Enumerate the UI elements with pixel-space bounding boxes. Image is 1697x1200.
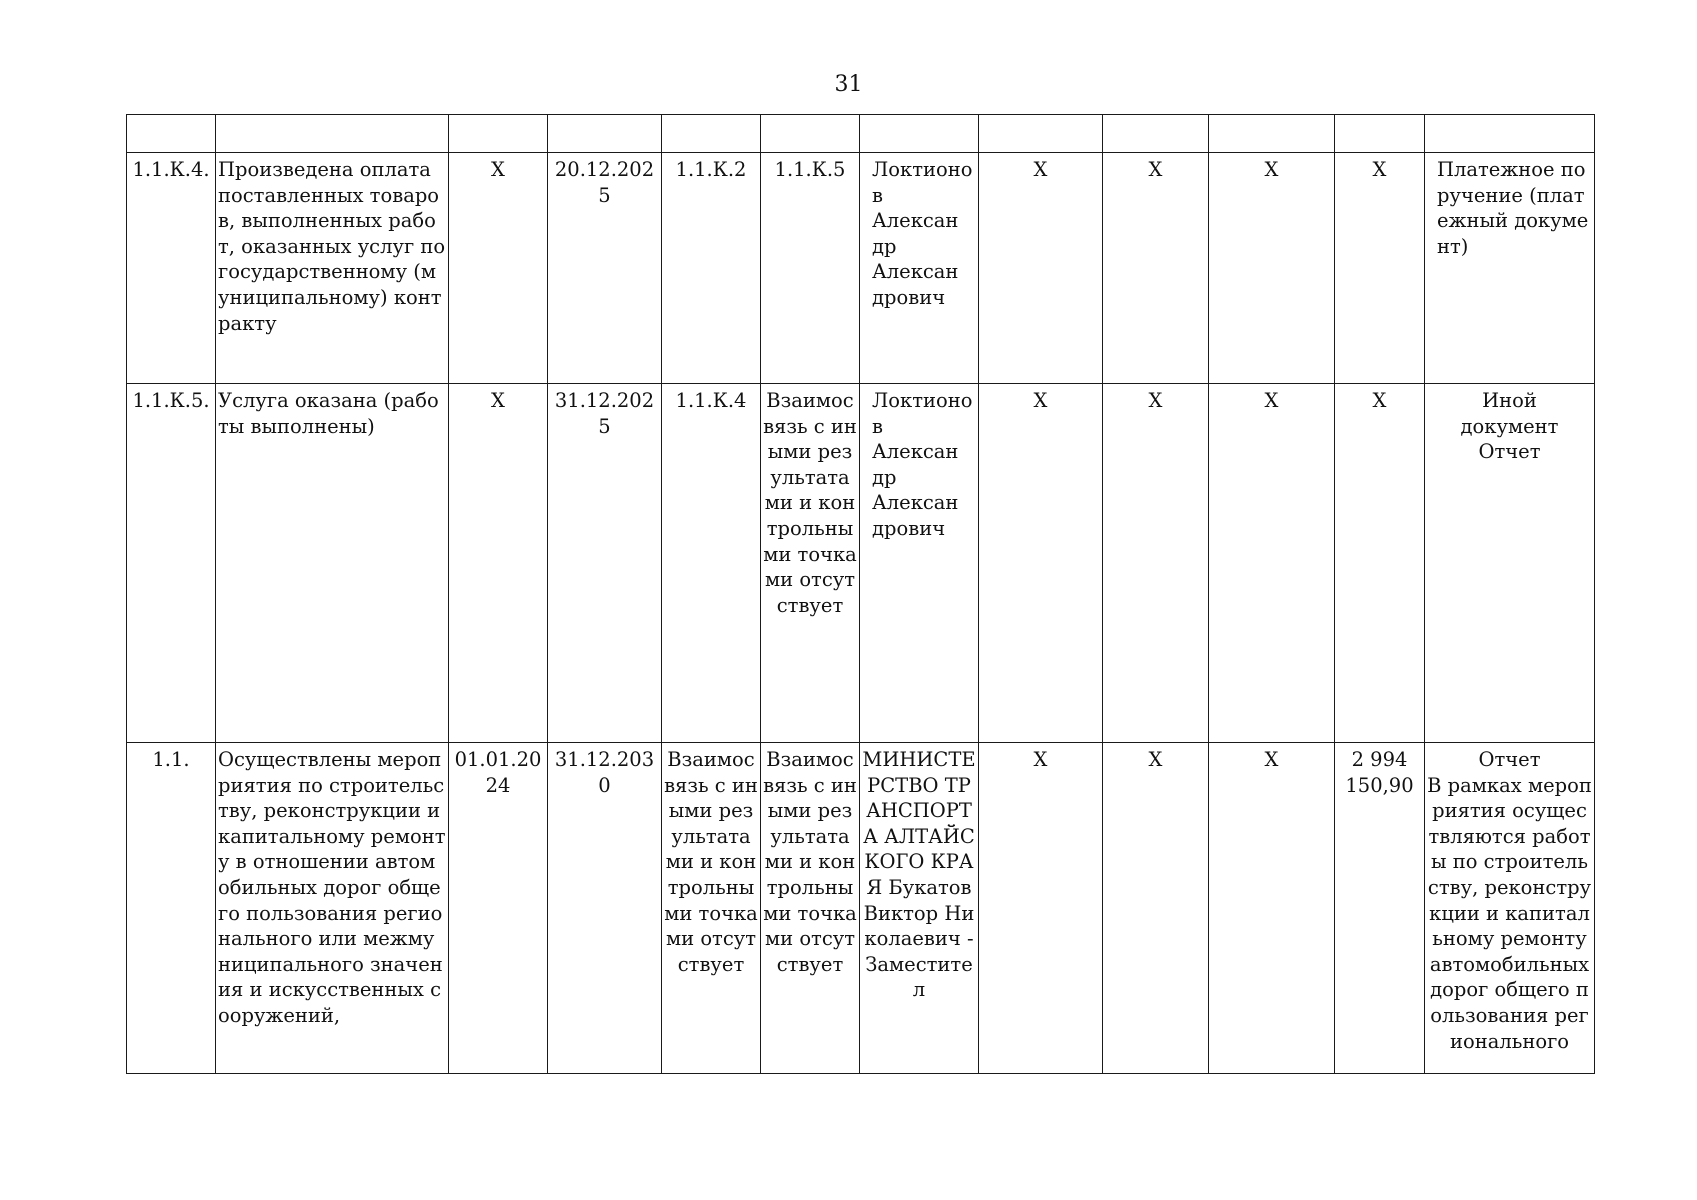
start-date-cell: 01.01.2024: [449, 743, 548, 1074]
table-header-row: [127, 115, 1595, 153]
budget-amount-cell: 2 994 150,90: [1335, 743, 1425, 1074]
predecessor-cell: Взаимосвязь с иными результатами и контрольными точками отсутствует: [662, 743, 761, 1074]
result-name-cell: Осуществлены мероприятия по строительству, реконструкции и капитальному ремонту в отношении автомобильных дорог общего пользования регионального или межмуниципального значения и искусственных сооружений,: [216, 743, 449, 1074]
row-number-cell: 1.1.: [127, 743, 216, 1074]
header-cell: [1425, 115, 1595, 153]
header-cell: [761, 115, 860, 153]
predecessor-cell: 1.1.К.4: [662, 384, 761, 743]
table-row: [127, 743, 1595, 1074]
column-10-cell: X: [1209, 153, 1335, 384]
document-cell: Отчет В рамках мероприятия осуществляются работы по строительству, реконструкции и капитальному ремонту автомобильных дорог общего пользования регионального: [1425, 743, 1595, 1074]
result-name-cell: Услуга оказана (работы выполнены): [216, 384, 449, 743]
successor-cell: Взаимосвязь с иными результатами и контрольными точками отсутствует: [761, 384, 860, 743]
end-date-cell: 31.12.2025: [548, 384, 662, 743]
header-cell: [1209, 115, 1335, 153]
column-9-cell: X: [1103, 384, 1209, 743]
header-cell: [127, 115, 216, 153]
column-11-cell: X: [1335, 384, 1425, 743]
table-row: [127, 384, 1595, 743]
column-9-cell: X: [1103, 743, 1209, 1074]
column-11-cell: X: [1335, 153, 1425, 384]
successor-cell: 1.1.К.5: [761, 153, 860, 384]
responsible-cell: Локтионо в Алексан др Алексан дрович: [860, 153, 979, 384]
end-date-cell: 31.12.2030: [548, 743, 662, 1074]
start-date-cell: X: [449, 384, 548, 743]
row-number-cell: 1.1.К.4.: [127, 153, 216, 384]
result-name-cell: Произведена оплата поставленных товаров, выполненных работ, оказанных услуг по государственному (муниципальному) контракту: [216, 153, 449, 384]
column-8-cell: X: [979, 384, 1103, 743]
responsible-cell: Локтионо в Алексан др Алексан дрович: [860, 384, 979, 743]
column-8-cell: X: [979, 743, 1103, 1074]
plan-table: [126, 114, 1595, 1074]
header-cell: [1103, 115, 1209, 153]
page-number: 31: [834, 72, 863, 97]
header-cell: [662, 115, 761, 153]
column-9-cell: X: [1103, 153, 1209, 384]
column-10-cell: X: [1209, 743, 1335, 1074]
header-cell: [449, 115, 548, 153]
end-date-cell: 20.12.2025: [548, 153, 662, 384]
responsible-cell: МИНИСТЕРСТВО ТРАНСПОРТА АЛТАЙСКОГО КРАЯ Букатов Виктор Николаевич - Заместител: [860, 743, 979, 1074]
header-cell: [548, 115, 662, 153]
document-cell: Иной документ Отчет: [1425, 384, 1595, 743]
start-date-cell: X: [449, 153, 548, 384]
header-cell: [979, 115, 1103, 153]
document-cell: Платежное поручение (платежный документ): [1425, 153, 1595, 384]
table-row: [127, 153, 1595, 384]
header-cell: [1335, 115, 1425, 153]
predecessor-cell: 1.1.К.2: [662, 153, 761, 384]
row-number-cell: 1.1.К.5.: [127, 384, 216, 743]
header-cell: [860, 115, 979, 153]
column-10-cell: X: [1209, 384, 1335, 743]
successor-cell: Взаимосвязь с иными результатами и контрольными точками отсутствует: [761, 743, 860, 1074]
column-8-cell: X: [979, 153, 1103, 384]
header-cell: [216, 115, 449, 153]
